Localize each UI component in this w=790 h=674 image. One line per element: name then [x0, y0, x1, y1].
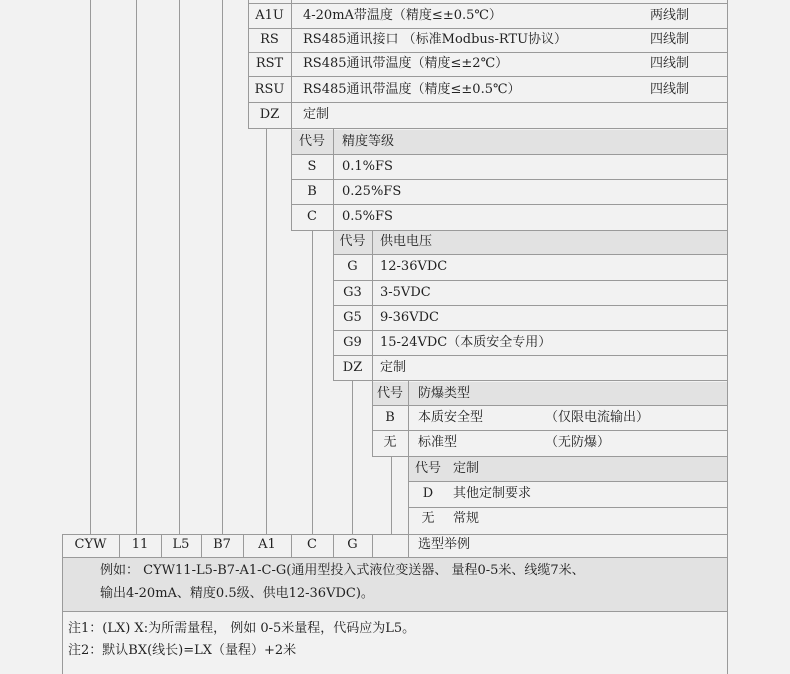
sec1-desc: RS485通讯带温度（精度≤±0.5℃）: [303, 82, 521, 97]
sec3-code: G3: [343, 285, 362, 300]
model-code: B7: [213, 537, 231, 552]
tree-line: [391, 456, 392, 534]
right-border: [727, 0, 728, 674]
sec3-code: G5: [343, 310, 362, 325]
sec3-code: G: [347, 259, 358, 274]
model-code: C: [307, 537, 317, 552]
sec1-wire: 两线制: [650, 8, 690, 23]
sec3-header-desc: 供电电压: [380, 234, 433, 249]
sec5-code: D: [422, 486, 434, 501]
model-code: L5: [172, 537, 190, 552]
model-divider: [372, 534, 373, 557]
sec2-header-code: 代号: [298, 134, 325, 149]
sec1-code: DZ: [259, 107, 280, 122]
sec1-row-line: [248, 128, 728, 129]
sec3-desc: 9-36VDC: [380, 310, 439, 325]
example-line-2: 输出4-20mA、精度0.5级、供电12-36VDC)。: [100, 586, 374, 601]
note-1: 注1：(LX) X:为所需量程， 例如 0-5米量程，代码应为L5。: [68, 621, 416, 636]
sec4-code: B: [385, 410, 395, 425]
tree-line: [136, 0, 137, 534]
sec3-code: G9: [343, 335, 362, 350]
sec5-header-code: 代号: [414, 461, 441, 476]
sec1-desc: RS485通讯接口 （标准Modbus-RTU协议）: [303, 32, 568, 47]
model-divider: [408, 534, 409, 557]
sec3-desc: 15-24VDC（本质安全专用）: [380, 335, 552, 350]
note-2: 注2：默认BX(线长)=LX（量程）+2米: [68, 643, 297, 658]
sec2-code: S: [307, 159, 317, 174]
example-line-1: 例如： CYW11-L5-B7-A1-C-G(通用型投入式液位变送器、 量程0-5米、线缆7米、: [100, 563, 585, 578]
tree-line: [352, 380, 353, 534]
tree-line: [90, 0, 91, 534]
tree-line: [312, 230, 313, 534]
sec4-code: 无: [383, 435, 397, 450]
sec3-code: DZ: [342, 360, 363, 375]
sec1-code: A1U: [255, 8, 284, 23]
sec5-desc: 常规: [453, 511, 480, 526]
sec2-desc: 0.25%FS: [342, 184, 402, 199]
tree-line: [222, 0, 223, 534]
sec3-desc: 定制: [380, 360, 407, 375]
model-code: 11: [131, 537, 149, 552]
sec3-desc: 12-36VDC: [380, 259, 448, 274]
sec1-code: RS: [260, 32, 279, 47]
sec1-wire: 四线制: [650, 56, 690, 71]
sec1-row-line: [248, 76, 728, 77]
model-code: A1: [258, 537, 276, 552]
sec2-code: C: [307, 209, 317, 224]
sec1-desc: 定制: [303, 107, 330, 122]
sec4-header-desc: 防爆类型: [418, 386, 471, 401]
sec4-divider: [408, 380, 409, 456]
sec4-note: （无防爆）: [545, 435, 611, 450]
sec3-row-line: [333, 380, 728, 381]
sec5-code: 无: [421, 511, 435, 526]
sec2-desc: 0.5%FS: [342, 209, 393, 224]
tree-line: [266, 128, 267, 534]
model-label: 选型举例: [418, 537, 471, 552]
sec1-code: RST: [255, 56, 284, 71]
model-code: CYW: [74, 537, 107, 552]
sec1-wire: 四线制: [650, 32, 690, 47]
sec5-desc: 其他定制要求: [453, 486, 532, 501]
sec1-code: RSU: [254, 82, 285, 97]
model-row-bottom: [62, 557, 728, 558]
sec4-note: （仅限电流输出）: [545, 410, 650, 425]
sec1-wire: 四线制: [650, 82, 690, 97]
model-code: G: [347, 537, 358, 552]
sec2-desc: 0.1%FS: [342, 159, 393, 174]
sec5-header-desc: 定制: [453, 461, 480, 476]
footer-divider: [62, 611, 728, 612]
sec1-divider: [291, 0, 292, 128]
tree-line: [179, 0, 180, 534]
sec4-header-code: 代号: [376, 386, 403, 401]
sec2-header-desc: 精度等级: [342, 134, 395, 149]
sec2-code: B: [307, 184, 317, 199]
sec4-desc: 标准型: [418, 435, 458, 450]
sec4-desc: 本质安全型: [418, 410, 484, 425]
sec1-desc: 4-20mA带温度（精度≤±0.5℃）: [303, 8, 502, 23]
sec1-desc: RS485通讯带温度（精度≤±2℃）: [303, 56, 509, 71]
sec3-header-code: 代号: [339, 234, 366, 249]
sec3-desc: 3-5VDC: [380, 285, 431, 300]
